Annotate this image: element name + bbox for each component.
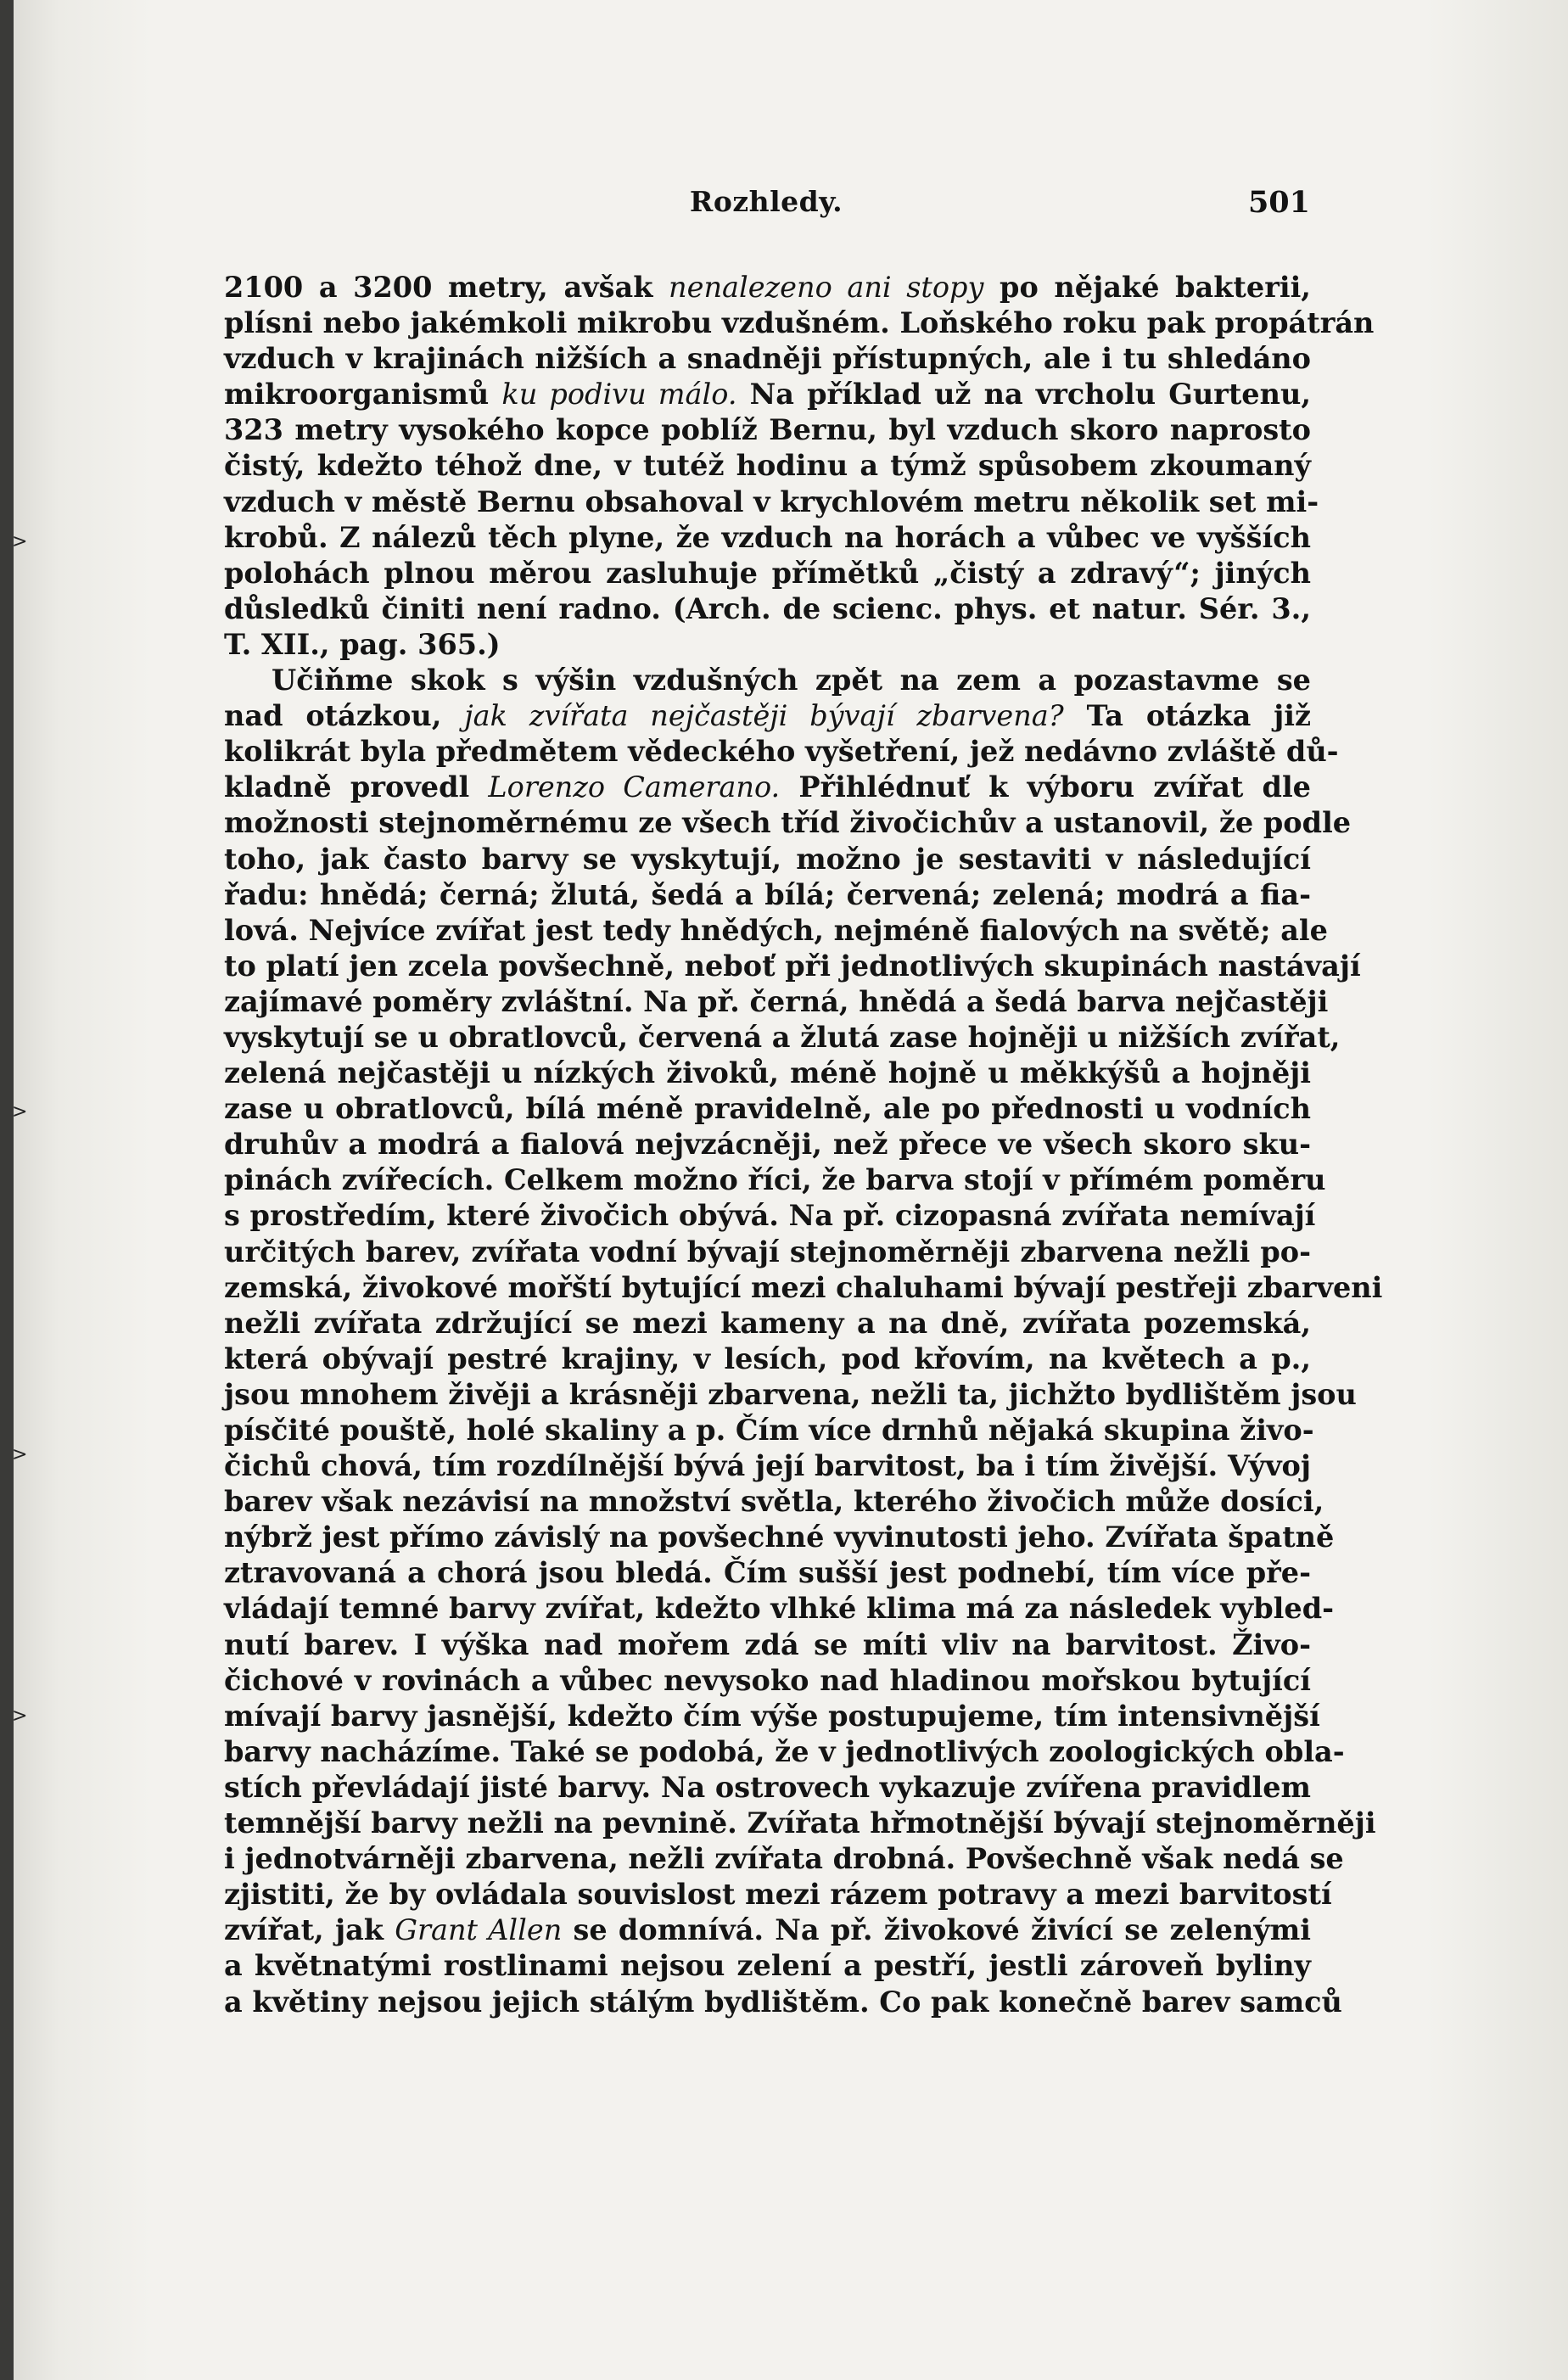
text-segment: mívají barvy jasnější, kdežto čím výše postupujeme, tím intensivnější — [224, 1699, 1320, 1733]
book-spine-shadow — [0, 0, 14, 2380]
text-line — [224, 1806, 1376, 1841]
italic-segment: Lorenzo Camerano. — [488, 770, 781, 804]
running-title: Rozhledy. — [689, 185, 843, 218]
text-segment: T. XII., pag. 365.) — [224, 627, 501, 661]
text-segment: barev však nezávisí na množství světla, kterého živočich může dosíci, — [224, 1485, 1324, 1519]
text-segment: 2100 a 3200 metry, avšak — [224, 271, 669, 304]
text-line — [224, 1091, 1311, 1127]
text-line — [224, 698, 1311, 734]
text-line — [224, 1627, 1311, 1663]
text-line — [224, 448, 1311, 484]
text-segment: krobů. Z nálezů těch plyne, že vzduch na horách a vůbec ve vyšších — [224, 520, 1311, 554]
text-line — [224, 949, 1361, 984]
text-segment: nýbrž jest přímo závislý na povšechné vyvinutosti jeho. Zvířata špatně — [224, 1520, 1335, 1554]
text-line — [224, 1235, 1311, 1270]
text-line — [224, 1985, 1342, 2020]
text-line — [224, 913, 1328, 949]
text-segment: zase u obratlovců, bílá méně pravidelně, ale po přednosti u vodních — [224, 1092, 1311, 1126]
text-segment: Učiňme skok s výšin vzdušných zpět na zem a pozastavme se — [272, 664, 1311, 697]
text-line — [224, 341, 1311, 377]
text-segment: možnosti stejnoměrnému ze všech tříd živočichův a ustanovil, že podle — [224, 806, 1352, 840]
text-segment: zjistiti, že by ovládala souvislost mezi rázem potravy a mezi barvitostí — [224, 1878, 1332, 1912]
body-text — [224, 270, 1383, 2020]
text-segment: druhův a modrá a fialová nejvzácněji, než přece ve všech skoro sku- — [224, 1128, 1311, 1162]
text-segment: barvy nacházíme. Také se podobá, že v jednotlivých zoologických obla- — [224, 1734, 1345, 1768]
text-segment: s prostředím, které živočich obývá. Na př. cizopasná zvířata nemívají — [224, 1199, 1316, 1233]
text-line — [224, 1056, 1311, 1091]
text-line — [224, 1020, 1341, 1056]
text-line — [224, 1162, 1326, 1198]
text-segment: čichů chová, tím rozdílnější bývá její barvitost, ba i tím živější. Vývoj — [224, 1449, 1311, 1483]
text-line — [224, 1341, 1311, 1377]
text-segment: mikroorganismů — [224, 378, 502, 412]
text-line — [224, 734, 1339, 770]
text-line — [224, 1127, 1311, 1162]
text-segment: ztravovaná a chorá jsou bledá. Čím sušší jest podnebí, tím více pře- — [224, 1556, 1311, 1590]
text-segment: řadu: hnědá; černá; žlutá, šedá a bílá; červená; zelená; modrá a fia- — [224, 877, 1311, 911]
text-segment: důsledků činiti není radno. (Arch. de scienc. phys. et natur. Sér. 3., — [224, 591, 1311, 625]
text-segment: čistý, kdežto téhož dne, v tutéž hodinu a týmž spůsobem zkoumaný — [224, 449, 1311, 483]
text-segment: zelená nejčastěji u nízkých živoků, méně hojně u měkkýšů a hojněji — [224, 1056, 1311, 1090]
text-line — [224, 842, 1311, 877]
margin-mark: > — [12, 1444, 28, 1465]
text-line — [224, 1770, 1311, 1806]
text-segment: plísni nebo jakémkoli mikrobu vzdušném. Loňského roku pak propátrán — [224, 306, 1375, 340]
text-segment: vládají temné barvy zvířat, kdežto vlhké klima má za následek vybled- — [224, 1592, 1335, 1626]
text-line — [224, 520, 1311, 556]
text-line — [224, 663, 1311, 698]
text-line — [224, 412, 1311, 448]
margin-mark: > — [12, 1101, 28, 1123]
text-line — [224, 770, 1311, 805]
text-segment: Na příklad už na vrcholu Gurtenu, — [736, 378, 1311, 412]
margin-mark: > — [12, 1705, 28, 1727]
text-segment: 323 metry vysokého kopce poblíž Bernu, byl vzduch skoro naprosto — [224, 413, 1311, 447]
text-line — [224, 1270, 1383, 1306]
text-line — [224, 591, 1311, 627]
text-line — [224, 1734, 1345, 1770]
text-segment: čichové v rovinách a vůbec nevysoko nad hladinou mořskou bytující — [224, 1663, 1311, 1697]
text-segment: se domnívá. Na př. živokové živící se zelenými — [562, 1913, 1311, 1947]
text-line — [224, 270, 1311, 305]
text-segment: toho, jak často barvy se vyskytují, možno je sestaviti v následující — [224, 842, 1311, 876]
page-number: 501 — [1247, 185, 1310, 220]
text-line — [224, 877, 1311, 913]
page-header — [222, 185, 1310, 226]
text-line — [224, 1520, 1335, 1555]
text-segment: lová. Nejvíce zvířat jest tedy hnědých, nejméně fialových na světě; ale — [224, 913, 1328, 947]
text-segment: kladně provedl — [224, 770, 489, 804]
text-segment: zvířat, jak — [224, 1913, 395, 1947]
text-segment: i jednotvárněji zbarvena, nežli zvířata drobná. Povšechně však nedá se — [224, 1842, 1344, 1876]
text-segment: kolikrát byla předmětem vědeckého vyšetření, jež nedávno zvláště dů- — [224, 735, 1339, 769]
text-segment: jsou mnohem živěji a krásněji zbarvena, nežli ta, jichžto bydlištěm jsou — [224, 1377, 1357, 1411]
text-segment: stích převládají jisté barvy. Na ostrovech vykazuje zvířena pravidlem — [224, 1770, 1311, 1804]
text-segment: určitých barev, zvířata vodní bývají stejnoměrněji zbarvena nežli po- — [224, 1235, 1311, 1268]
text-segment: vyskytují se u obratlovců, červená a žlutá zase hojněji u nižších zvířat, — [224, 1020, 1341, 1054]
text-segment: písčité pouště, holé skaliny a p. Čím více drnhů nějaká skupina živo- — [224, 1414, 1314, 1447]
text-line — [224, 984, 1329, 1020]
italic-segment: jak zvířata nejčastěji bývají zbarvena? — [464, 699, 1064, 733]
text-line — [224, 1591, 1335, 1627]
text-segment: vzduch v krajinách nižších a snadněji přístupných, ale i tu shledáno — [224, 342, 1311, 376]
italic-segment: ku podivu málo. — [501, 378, 737, 412]
text-segment: zemská, živokové mořští bytující mezi chaluhami bývají pestřeji zbarveni — [224, 1270, 1383, 1304]
text-line — [224, 1377, 1357, 1413]
text-line — [224, 1306, 1311, 1341]
text-segment: nežli zvířata zdržující se mezi kameny a na dně, zvířata pozemská, — [224, 1306, 1311, 1340]
text-segment: a květnatými rostlinami nejsou zelení a pestří, jestli zároveň byliny — [224, 1949, 1311, 1983]
text-segment: pinách zvířecích. Celkem možno říci, že barva stojí v přímém poměru — [224, 1163, 1326, 1197]
italic-segment: nenalezeno ani stopy — [669, 271, 984, 304]
text-line — [224, 1663, 1311, 1699]
italic-segment: Grant Allen — [395, 1913, 563, 1947]
text-segment: polohách plnou měrou zasluhuje přímětků „čistý a zdravý“; jiných — [224, 556, 1311, 590]
text-segment: která obývají pestré krajiny, v lesích, pod křovím, na květech a p., — [224, 1341, 1311, 1375]
text-segment: Přihlédnuť k výboru zvířat dle — [780, 770, 1311, 804]
text-line — [224, 1484, 1324, 1520]
text-line — [224, 1912, 1311, 1948]
text-line — [224, 805, 1352, 841]
text-segment: temnější barvy nežli na pevnině. Zvířata hřmotnější bývají stejnoměrněji — [224, 1806, 1376, 1840]
text-line — [224, 1448, 1311, 1484]
text-line — [224, 1198, 1316, 1234]
text-line — [224, 305, 1375, 341]
text-segment: zajímavé poměry zvláštní. Na př. černá, hnědá a šedá barva nejčastěji — [224, 984, 1329, 1018]
text-segment: po nějaké bakterii, — [983, 271, 1311, 304]
margin-mark: > — [12, 531, 28, 552]
text-segment: nad otázkou, — [224, 699, 465, 733]
text-segment: nutí barev. I výška nad mořem zdá se míti vliv na barvitost. Živo- — [224, 1627, 1311, 1661]
text-line — [224, 1948, 1311, 1984]
text-line — [224, 1699, 1320, 1734]
text-line — [224, 627, 1311, 663]
text-line — [224, 377, 1311, 412]
text-line — [224, 556, 1311, 591]
text-line — [224, 1555, 1311, 1591]
text-segment: vzduch v městě Bernu obsahoval v krychlovém metru několik set mi- — [224, 484, 1319, 518]
text-line — [224, 1841, 1344, 1877]
text-segment: Ta otázka již — [1063, 699, 1311, 733]
text-line — [224, 484, 1319, 520]
text-segment: a květiny nejsou jejich stálým bydlištěm. Co pak konečně barev samců — [224, 1985, 1342, 2019]
text-line — [224, 1413, 1314, 1448]
text-segment: to platí jen zcela povšechně, neboť při jednotlivých skupinách nastávají — [224, 949, 1361, 983]
text-line — [224, 1877, 1332, 1912]
